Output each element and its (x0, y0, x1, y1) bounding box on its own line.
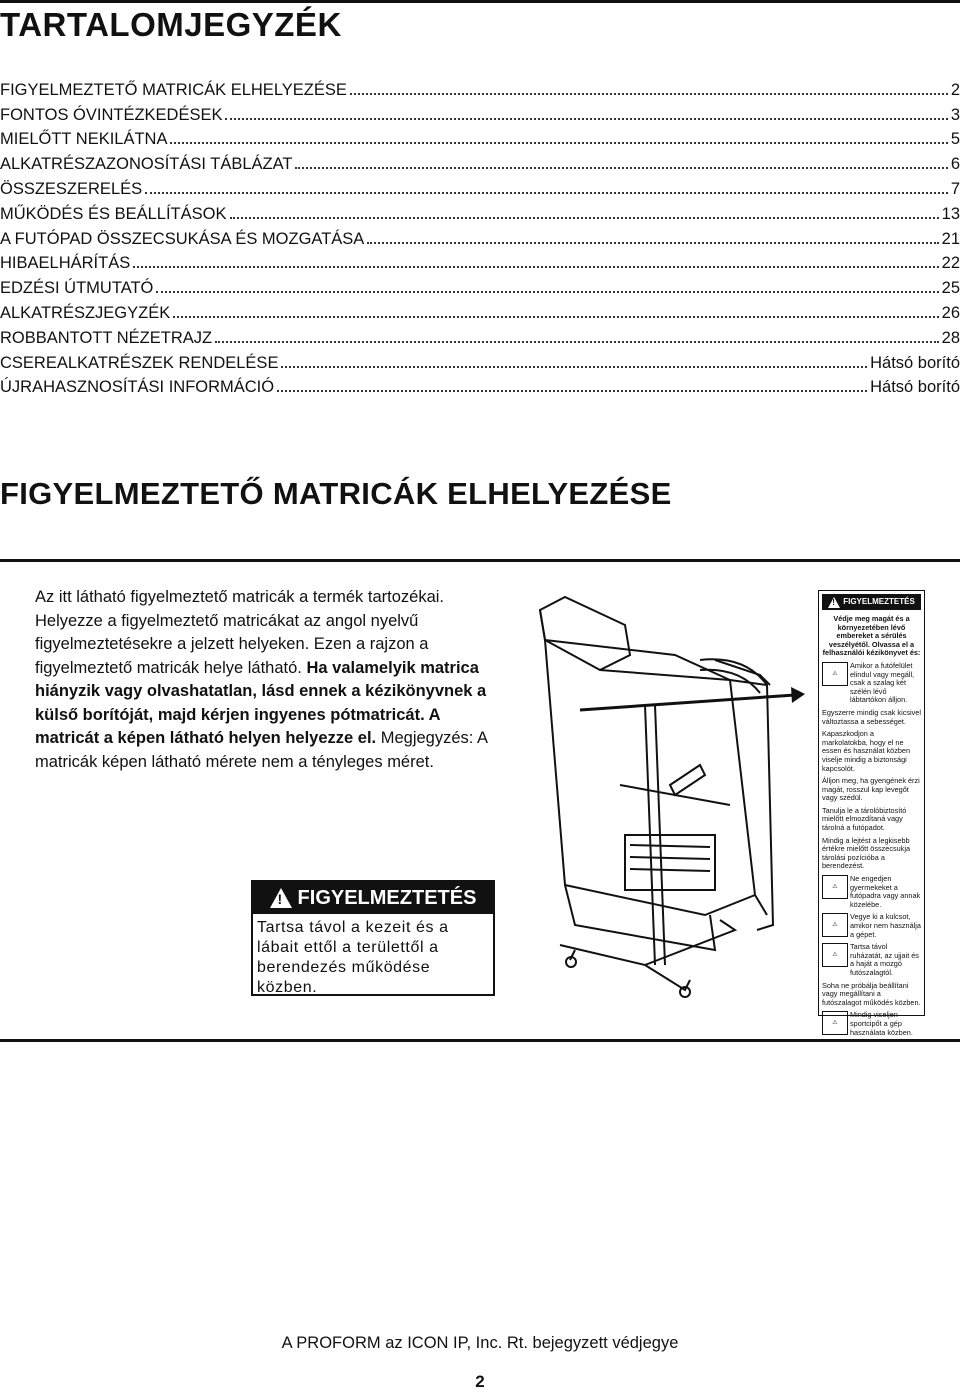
large-label-item (819, 707, 924, 728)
toc-entry-label: ALKATRÉSZAZONOSÍTÁSI TÁBLÁZAT (0, 155, 293, 174)
toc-entry[interactable] (0, 323, 960, 348)
toc-entry-page: 3 (950, 105, 960, 124)
pictogram-icon: ⚠ (822, 875, 848, 899)
toc-leader-dots (215, 341, 939, 343)
large-label-item-text: Tartsa távol ruházatát, az ujjait és a haját a mozgó futószalagtól. (850, 942, 919, 977)
large-label-item-text: Kapaszkodjon a markolatokba, hogy el ne essen és használat közben viselje mindig a biztonsági kapcsolót. (822, 729, 911, 773)
toc-leader-dots (230, 217, 939, 219)
large-label-item-text: Soha ne próbálja beállítani vagy megállítani a futószalagot működés közben. (822, 980, 921, 1007)
toc-entry-label: ALKATRÉSZJEGYZÉK (0, 303, 171, 322)
toc-entry-label: A FUTÓPAD ÖSSZECSUKÁSA ÉS MOZGATÁSA (0, 229, 365, 248)
large-label-items (819, 660, 924, 1039)
page-number: 2 (475, 1372, 485, 1391)
toc-entry-page: 7 (950, 179, 960, 198)
large-label-item (819, 1009, 924, 1039)
arrow-icon (580, 687, 805, 710)
toc-leader-dots (133, 266, 938, 268)
toc-entry[interactable] (0, 125, 960, 150)
toc-entry-label: HIBAELHÁRÍTÁS (0, 254, 131, 273)
large-label-intro: Védje meg magát és a környezetében lévő embereket a sérülés veszélyétől. Olvassa el a felhasználói kézikönyvet és: (822, 614, 921, 658)
toc-leader-dots (367, 242, 938, 244)
large-label-item-text: Egyszerre mindig csak kicsivel változtassa a sebességet. (822, 707, 921, 726)
large-label-item (819, 941, 924, 979)
small-warning-label (251, 880, 495, 996)
intro-tail: Megjegyzés: A matricák képen látható mérete nem a tényleges méret. (35, 729, 488, 771)
toc-list (0, 75, 960, 397)
small-label-heading: FIGYELMEZTETÉS (297, 886, 477, 909)
toc-entry-page: 25 (941, 279, 960, 298)
toc-entry[interactable] (0, 298, 960, 323)
toc-leader-dots (145, 192, 948, 194)
pictogram-icon: ⚠ (822, 943, 848, 967)
toc-title: TARTALOMJEGYZÉK (0, 6, 342, 43)
trademark-footer: A PROFORM az ICON IP, Inc. Rt. bejegyzett védjegye (281, 1334, 679, 1352)
large-label-item (819, 728, 924, 775)
toc-entry[interactable] (0, 273, 960, 298)
toc-entry-page: 22 (941, 254, 960, 273)
large-warning-label (818, 590, 925, 1037)
intro-text (35, 586, 490, 774)
toc-entry-label: FONTOS ÓVINTÉZKEDÉSEK (0, 105, 223, 124)
toc-leader-dots (225, 118, 947, 120)
large-label-item (819, 980, 924, 1010)
warning-triangle-icon: ! (828, 597, 840, 608)
toc-entry-label: ÚJRAHASZNOSÍTÁSI INFORMÁCIÓ (0, 378, 275, 397)
toc-entry-label: ÖSSZESZERELÉS (0, 179, 143, 198)
treadmill-drawing (505, 585, 815, 1005)
large-label-item (819, 835, 924, 873)
toc-leader-dots (173, 316, 938, 318)
toc-entry[interactable] (0, 348, 960, 373)
intro-plain: Az itt látható figyelmeztető matricák a termék tartozékai. Helyezze a figyelmeztető matricákat az angol nyelvű figyelmeztetésekre a jelzett helyeken. Ezen a rajzon a figyelmeztető matricák helye látható. (35, 588, 444, 677)
toc-entry[interactable] (0, 249, 960, 274)
toc-leader-dots (295, 167, 947, 169)
toc-entry-page: 5 (950, 130, 960, 149)
toc-entry-label: MIELŐTT NEKILÁTNA (0, 130, 168, 149)
large-label-heading: FIGYELMEZTETÉS (843, 596, 915, 606)
toc-entry-label: CSEREALKATRÉSZEK RENDELÉSE (0, 353, 279, 372)
toc-entry-page: Hátsó borító (870, 353, 960, 372)
toc-entry[interactable] (0, 174, 960, 199)
toc-entry[interactable] (0, 224, 960, 249)
intro-bold: Ha valamelyik matrica hiányzik vagy olvashatatlan, lásd ennek a kézikönyvnek a külső borítóját, majd kérjen ingyenes pótmatricát. A matricát a képen látható helyen helyezze el. (35, 658, 487, 747)
large-label-item (819, 660, 924, 707)
large-label-item (819, 911, 924, 941)
pictogram-icon: ⚠ (822, 1011, 848, 1035)
toc-entry[interactable] (0, 75, 960, 100)
large-label-item (819, 873, 924, 911)
toc-entry-page: 13 (941, 204, 960, 223)
large-label-item-text: Mindig a lejtést a legkisebb értékre mielőtt összecsukja tárolási pozícióba a berendezést. (822, 835, 911, 871)
toc-entry-page: 2 (950, 80, 960, 99)
toc-entry[interactable] (0, 149, 960, 174)
large-label-item-text: Mindig viseljen sportcipőt a gép használata közben. (850, 1010, 913, 1037)
warning-triangle-icon: ! (270, 888, 292, 908)
toc-entry-page: Hátsó borító (870, 378, 960, 397)
toc-leader-dots (156, 291, 938, 293)
toc-leader-dots (281, 366, 867, 368)
toc-entry[interactable] (0, 199, 960, 224)
large-label-item-text: Vegye ki a kulcsot, amikor nem használja a gépet. (850, 912, 921, 939)
large-label-item (819, 805, 924, 835)
section-title: FIGYELMEZTETŐ MATRICÁK ELHELYEZÉSE (0, 476, 672, 511)
toc-leader-dots (277, 390, 867, 392)
large-label-item-text: Tanulja le a tárolóbiztosító mielőtt elmozdítaná vagy tárolná a futópadot. (822, 805, 907, 833)
toc-entry-label: FIGYELMEZTETŐ MATRICÁK ELHELYEZÉSE (0, 80, 347, 99)
pictogram-icon: ⚠ (822, 662, 848, 686)
top-rule (0, 0, 960, 3)
toc-leader-dots (350, 93, 948, 95)
large-label-item-text: Amikor a futófelület elindul vagy megáll, csak a szalag két szélén lévő lábtartókon álljon. (850, 660, 915, 705)
large-label-item (819, 775, 924, 805)
large-label-item-text: Ne engedjen gyermekeket a futópadra vagy annak közelébe. (850, 874, 921, 909)
toc-entry-label: ROBBANTOTT NÉZETRAJZ (0, 328, 213, 347)
toc-entry-label: EDZÉSI ÚTMUTATÓ (0, 279, 154, 298)
toc-leader-dots (170, 142, 947, 144)
toc-entry-label: MŰKÖDÉS ÉS BEÁLLÍTÁSOK (0, 204, 227, 223)
toc-entry-page: 28 (941, 328, 960, 347)
toc-entry-page: 6 (950, 155, 960, 174)
pictogram-icon: ⚠ (822, 913, 848, 937)
toc-entry[interactable] (0, 373, 960, 398)
large-label-item-text: Álljon meg, ha gyengének érzi magát, rosszul kap levegőt vagy szédül. (822, 776, 920, 803)
toc-entry-page: 21 (941, 229, 960, 248)
toc-entry[interactable] (0, 100, 960, 125)
toc-entry-page: 26 (941, 303, 960, 322)
small-label-body: Tartsa távol a kezeit és a lábait ettől a területtől a berendezés működése közben. (257, 919, 449, 996)
